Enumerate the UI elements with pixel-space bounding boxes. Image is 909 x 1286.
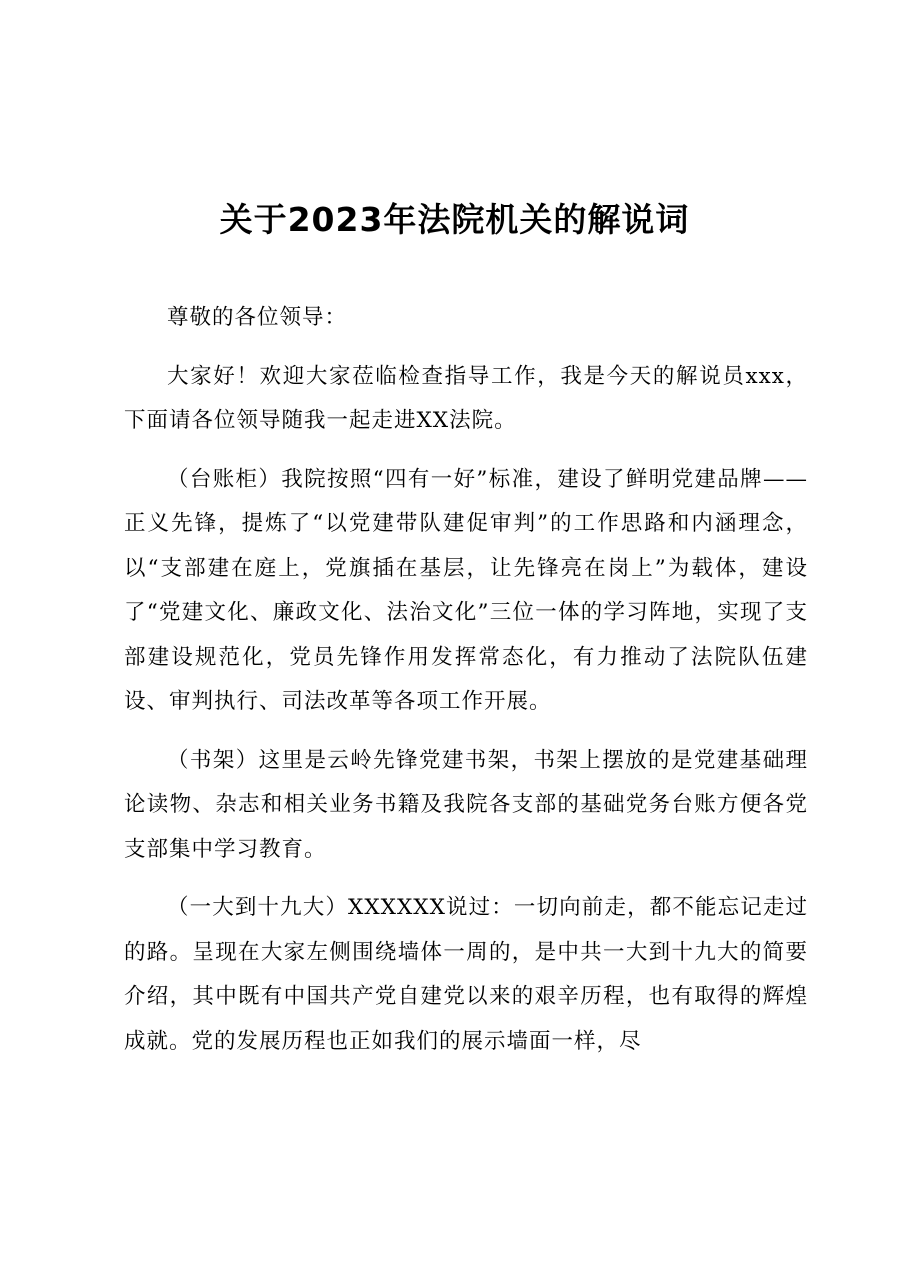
- paragraph-party-congresses: （一大到十九大）XXXXXX说过：一切向前走，都不能忘记走过的路。呈现在大家左侧围绕墙体一周的，是中共一大到十九大的简要介绍，其中既有中国共产党自建党以来的艰辛历程，也有取得的辉煌成就。党的发展历程也正如我们的展示墙面一样，尽: [124, 895, 808, 1054]
- paragraph-ledger-cabinet: （台账柜）我院按照“四有一好”标准，建设了鲜明党建品牌——正义先锋，提炼了“以党建带队建促审判”的工作思路和内涵理念，以“支部建在庭上，党旗插在基层，让先锋亮在岗上”为载体，建设了“党建文化、廉政文化、法治文化”三位一体的学习阵地，实现了支部建设规范化，党员先锋作用发挥常态化，有力推动了法院队伍建设、审判执行、司法改革等各项工作开展。: [124, 466, 808, 714]
- paragraph-salutation: 尊敬的各位领导：: [167, 305, 348, 330]
- paragraph-greeting: 大家好！欢迎大家莅临检查指导工作，我是今天的解说员xxx，下面请各位领导随我一起走进XX法院。: [124, 363, 808, 433]
- paragraph-bookshelf: （书架）这里是云岭先锋党建书架，书架上摆放的是党建基础理论读物、杂志和相关业务书籍及我院各支部的基础党务台账方便各党支部集中学习教育。: [124, 747, 808, 862]
- document-body: [124, 296, 808, 1078]
- document-title: 关于2023年法院机关的解说词: [219, 200, 690, 239]
